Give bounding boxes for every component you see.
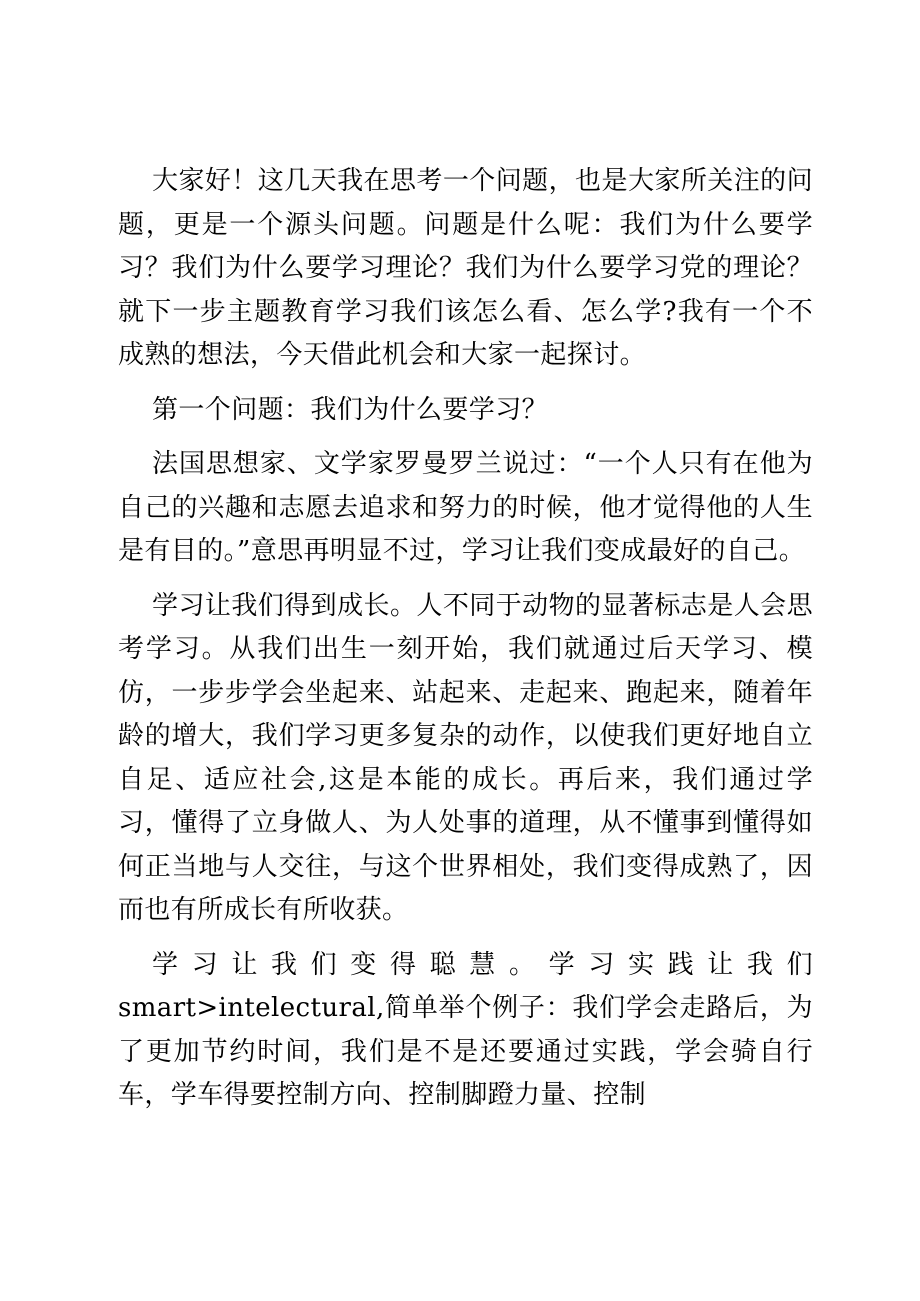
paragraph-learning-growth: 学习让我们得到成长。人不同于动物的显著标志是人会思考学习。从我们出生一刻开始，我们就通过后天学习、模仿，一步步学会坐起来、站起来、走起来、跑起来，随着年龄的增大，我们学习更多复杂的动作，以使我们更好地自立自足、适应社会,这是本能的成长。再后来，我们通过学习，懂得了立身做人、为人处事的道理，从不懂事到懂得如何正当地与人交往，与这个世界相处，我们变得成熟了，因而也有所成长有所收获。 <box>118 590 813 925</box>
paragraph-romain-rolland-quote: 法国思想家、文学家罗曼罗兰说过：“一个人只有在他为自己的兴趣和志愿去追求和努力的时候，他才觉得他的人生是有目的。”意思再明显不过，学习让我们变成最好的自己。 <box>118 449 813 566</box>
paragraph-first-question: 第一个问题：我们为什么要学习？ <box>152 394 549 425</box>
paragraph-greeting: 大家好！这几天我在思考一个问题，也是大家所关注的问题，更是一个源头问题。问题是什么呢：我们为什么要学习？我们为什么要学习理论？我们为什么要学习党的理论？就下一步主题教育学习我们该怎么看、怎么学?我有一个不成熟的想法，今天借此机会和大家一起探讨。 <box>118 166 813 370</box>
document-body <box>118 160 813 1129</box>
paragraph-learning-wisdom: 学习让我们变得聪慧。学习实践让我们smart>intelectural,简单举个例子：我们学会走路后，为了更加节约时间，我们是不是还要通过实践，学会骑自行车，学车得要控制方向、控制脚蹬力量、控制 <box>118 949 813 1110</box>
